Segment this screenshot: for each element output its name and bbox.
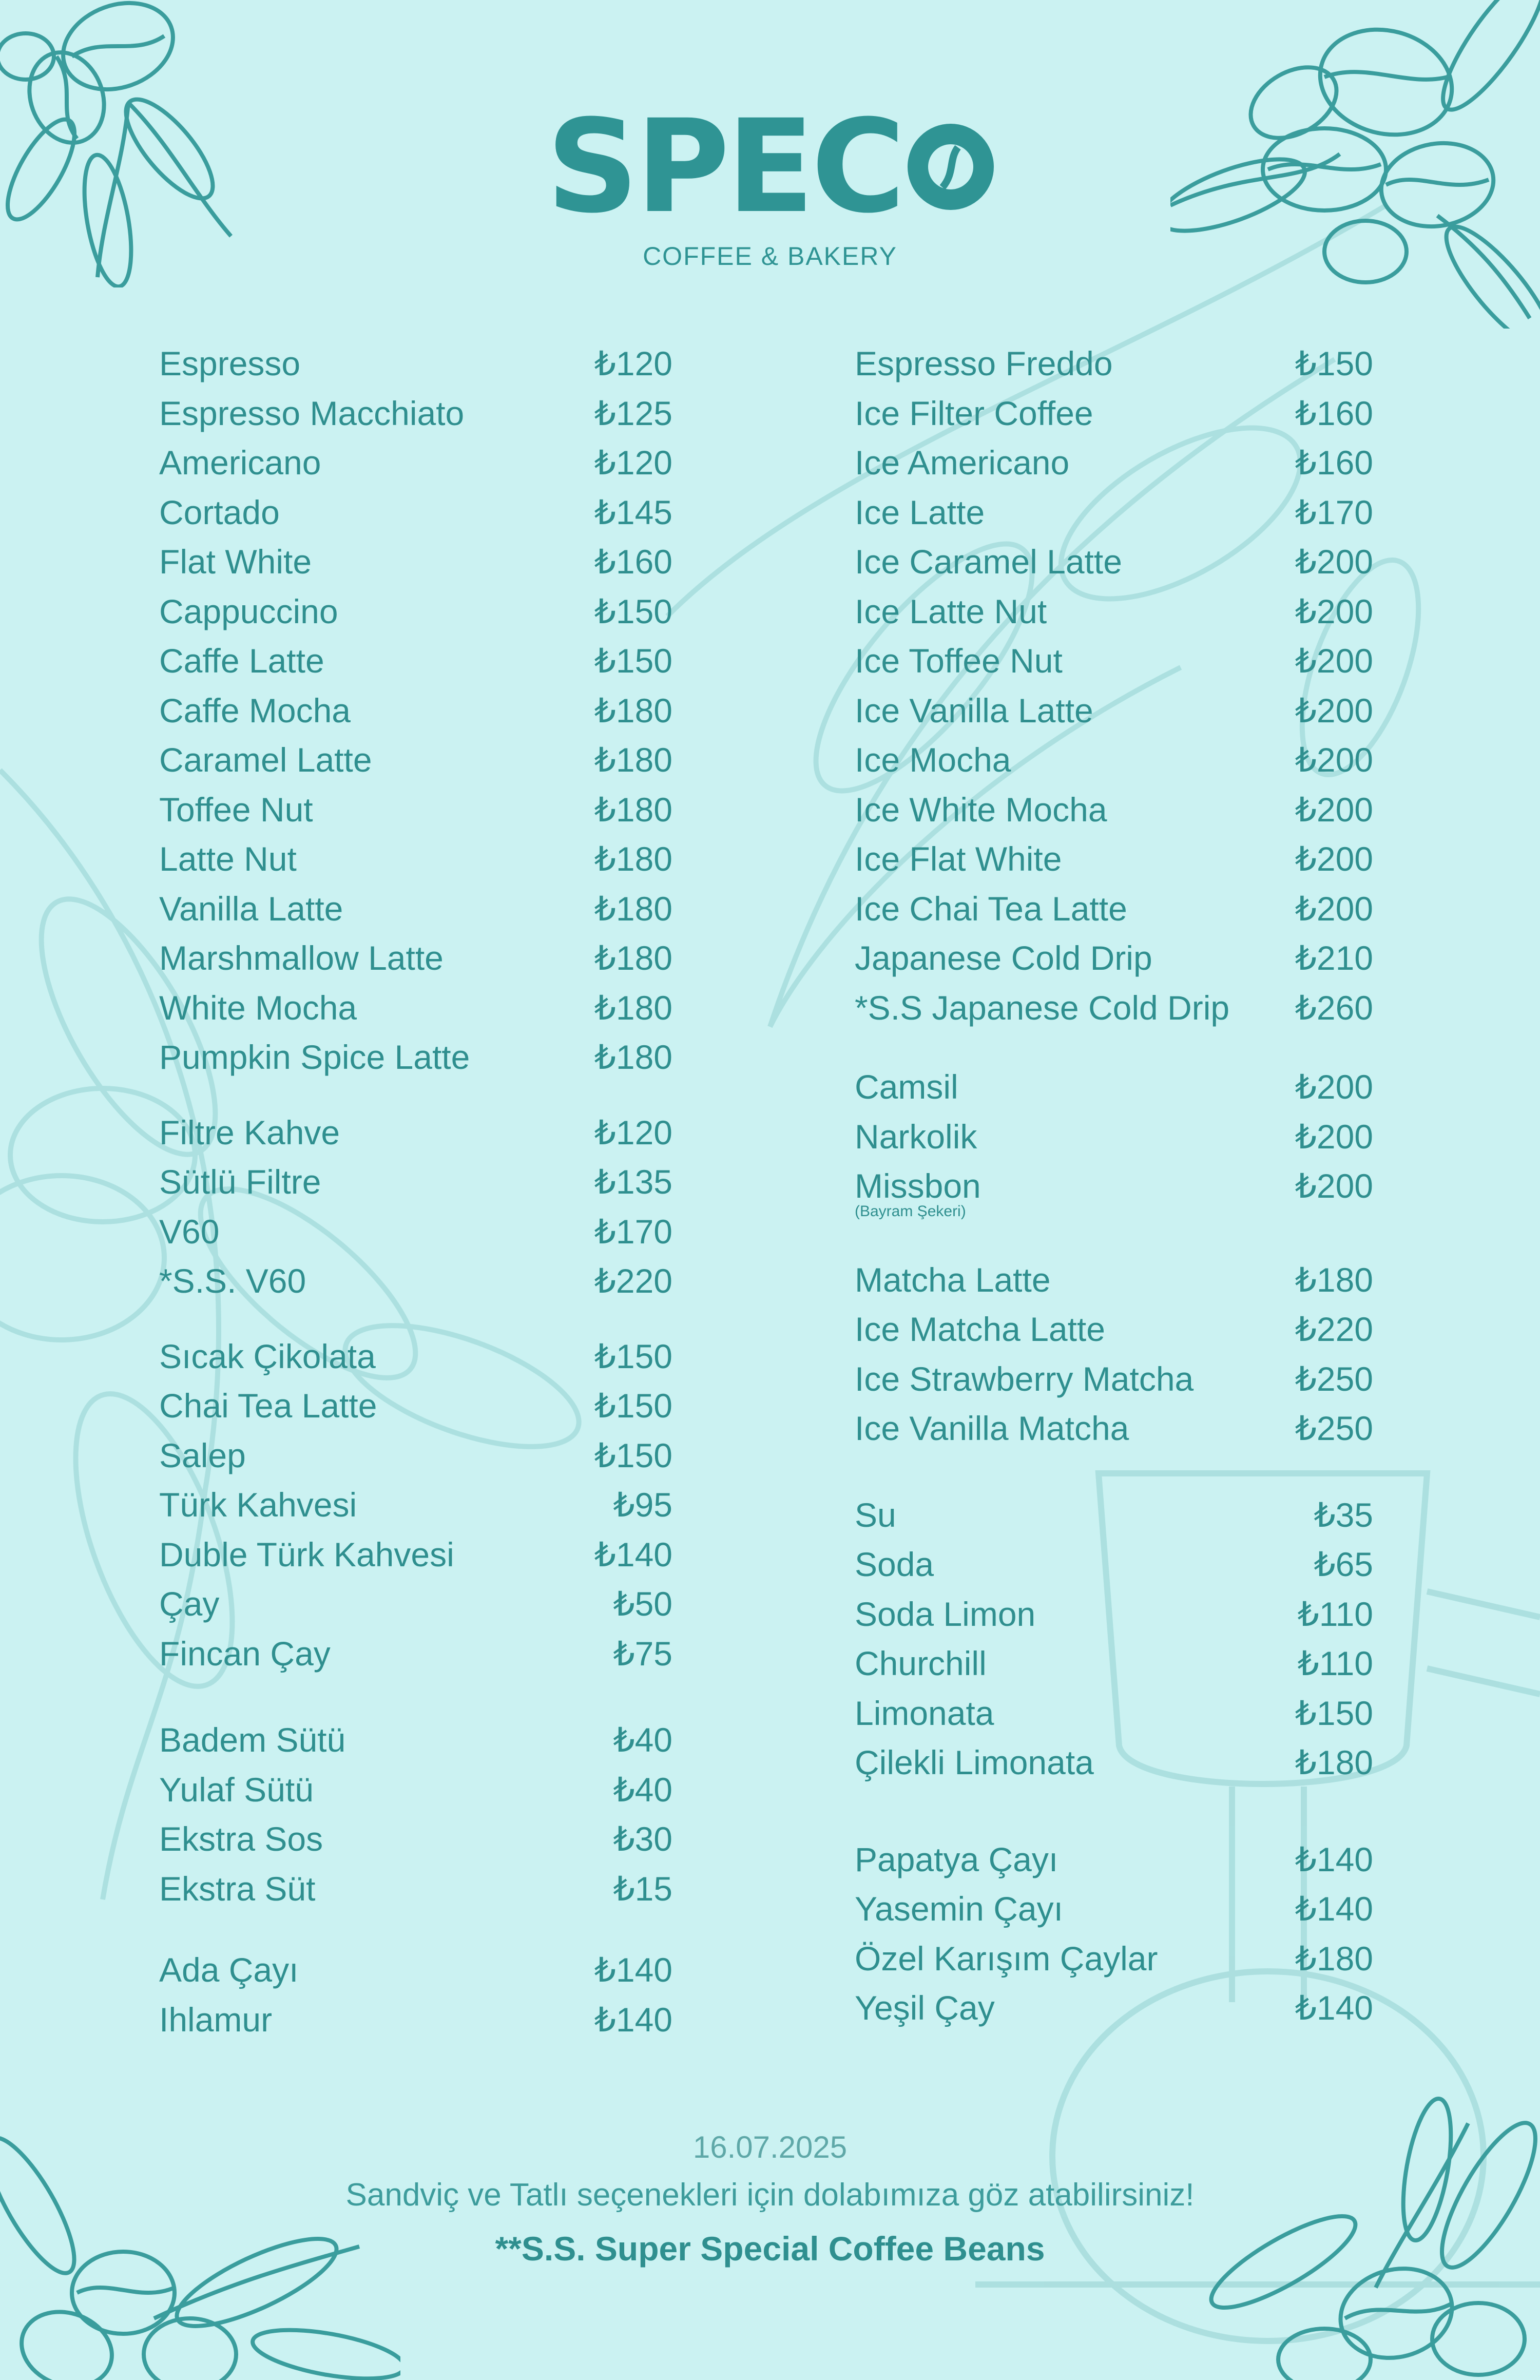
menu-item	[159, 1530, 672, 1580]
menu-item	[855, 1738, 1373, 1788]
menu-item-price: ₺180	[594, 741, 672, 779]
menu-item-name: Ice Strawberry Matcha	[855, 1359, 1194, 1398]
menu-item	[855, 933, 1373, 983]
menu-item-name: Papatya Çayı	[855, 1840, 1058, 1878]
menu-item	[159, 785, 672, 835]
menu-item	[855, 785, 1373, 835]
menu-item-name: Chai Tea Latte	[159, 1387, 377, 1425]
menu-item-price: ₺180	[594, 691, 672, 730]
menu-item-price: ₺140	[1295, 1890, 1373, 1928]
brand-tagline: COFFEE & BAKERY	[643, 242, 897, 271]
menu-item-price: ₺180	[1295, 1939, 1373, 1978]
menu-item-price: ₺200	[1295, 840, 1373, 878]
menu-item-price: ₺200	[1295, 1167, 1373, 1205]
menu-item	[159, 339, 672, 389]
menu-item-price: ₺35	[1314, 1495, 1373, 1534]
menu-item-name: Özel Karışım Çaylar	[855, 1939, 1158, 1978]
menu-item	[159, 735, 672, 785]
menu-item-name: Yulaf Sütü	[159, 1770, 314, 1809]
menu-item-name: Caramel Latte	[159, 741, 372, 779]
menu-item-name: Ice Caramel Latte	[855, 543, 1122, 581]
fridge-note: Sandviç ve Tatlı seçenekleri için dolabımıza göz atabilirsiniz!	[345, 2177, 1195, 2213]
menu-item-name: Soda	[855, 1545, 934, 1583]
menu-item-price: ₺65	[1314, 1545, 1373, 1583]
menu-item	[855, 983, 1373, 1033]
menu-item-price: ₺220	[1295, 1310, 1373, 1348]
menu-item	[855, 438, 1373, 488]
menu-item	[855, 1983, 1373, 2033]
menu-item-price: ₺260	[1295, 988, 1373, 1027]
menu-item-name: Fincan Çay	[159, 1634, 331, 1673]
menu-item-name: Ice Toffee Nut	[855, 642, 1063, 680]
menu-item-name: Su	[855, 1495, 896, 1534]
menu-item-note: (Bayram Şekeri)	[855, 1202, 966, 1220]
menu-item-name: Ice Matcha Latte	[855, 1310, 1105, 1348]
menu-item-price: ₺120	[594, 344, 672, 382]
bean-o-icon	[908, 124, 994, 210]
menu-item	[159, 1945, 672, 1995]
brand-name: SPEC	[546, 92, 902, 241]
menu-item-price: ₺110	[1297, 1644, 1373, 1682]
menu-item	[159, 1431, 672, 1481]
menu-item-name: Limonata	[855, 1694, 994, 1732]
menu-item-name: Marshmallow Latte	[159, 939, 444, 977]
menu-item-name: Ice Flat White	[855, 840, 1062, 878]
menu-item	[855, 1639, 1373, 1688]
menu-item	[855, 389, 1373, 438]
menu-item	[159, 1629, 672, 1679]
menu-item-price: ₺120	[594, 1113, 672, 1151]
menu-item	[159, 1108, 672, 1158]
menu-item-price: ₺200	[1295, 592, 1373, 630]
menu-item-name: Ice Mocha	[855, 741, 1011, 779]
menu-item-price: ₺210	[1295, 939, 1373, 977]
menu-item-name: Yasemin Çayı	[855, 1890, 1063, 1928]
menu-item-name: Japanese Cold Drip	[855, 939, 1152, 977]
menu-item	[159, 1995, 672, 2045]
brand-wordmark	[546, 92, 994, 241]
menu-item-name: Ihlamur	[159, 2000, 273, 2039]
menu-item-name: Türk Kahvesi	[159, 1486, 357, 1524]
menu-item	[855, 587, 1373, 637]
menu-item-name: V60	[159, 1212, 220, 1251]
menu-item	[855, 1255, 1373, 1305]
menu-item	[159, 488, 672, 538]
menu-item	[855, 1112, 1373, 1162]
menu-item-price: ₺145	[594, 493, 672, 531]
menu-item-price: ₺135	[594, 1163, 672, 1201]
menu-item-price: ₺150	[1295, 1694, 1373, 1732]
menu-item-price: ₺200	[1295, 790, 1373, 829]
menu-item-name: Filtre Kahve	[159, 1113, 340, 1151]
menu-item	[855, 1540, 1373, 1589]
menu-item-price: ₺150	[1295, 344, 1373, 382]
menu-item-name: Çay	[159, 1585, 220, 1623]
menu-item-price: ₺150	[594, 1436, 672, 1474]
menu-item	[855, 1304, 1373, 1354]
menu-item-price: ₺180	[594, 939, 672, 977]
menu-item-price: ₺200	[1295, 691, 1373, 730]
menu-item-name: Cortado	[159, 493, 280, 531]
menu-item-price: ₺220	[594, 1262, 672, 1300]
menu-item-price: ₺250	[1295, 1409, 1373, 1447]
menu-item	[855, 1490, 1373, 1540]
menu-item-price: ₺200	[1295, 741, 1373, 779]
menu-item-price: ₺125	[594, 394, 672, 432]
menu-date: 16.07.2025	[692, 2130, 848, 2164]
menu-item-name: Espresso	[159, 344, 301, 382]
menu-item	[855, 339, 1373, 389]
menu-item-name: *S.S. V60	[159, 1262, 306, 1300]
menu-item-name: Ice Americano	[855, 444, 1070, 482]
menu-group	[855, 1062, 1373, 1219]
menu-item-name: Americano	[159, 444, 321, 482]
menu-item-price: ₺180	[1295, 1743, 1373, 1781]
menu-item	[159, 1579, 672, 1629]
menu-item-price: ₺140	[594, 1535, 672, 1573]
menu-item-price: ₺180	[594, 889, 672, 928]
menu-column-right	[855, 339, 1373, 2033]
menu-item	[855, 1404, 1373, 1453]
menu-item-price: ₺50	[613, 1585, 672, 1623]
menu-item	[855, 1884, 1373, 1934]
menu-item-name: Duble Türk Kahvesi	[159, 1535, 454, 1573]
menu-item-name: Sıcak Çikolata	[159, 1337, 376, 1375]
menu-item-price: ₺200	[1295, 889, 1373, 928]
menu-item	[159, 1332, 672, 1381]
menu-item-name: Ice White Mocha	[855, 790, 1107, 829]
menu-item-price: ₺95	[613, 1486, 672, 1524]
menu-item	[855, 537, 1373, 587]
menu-item	[159, 983, 672, 1033]
menu-item	[159, 1814, 672, 1864]
menu-item	[855, 1835, 1373, 1885]
menu-item-name: Yeşil Çay	[855, 1989, 995, 2027]
menu-item-name: Salep	[159, 1436, 246, 1474]
menu-item-price: ₺15	[613, 1869, 672, 1908]
menu-item	[855, 636, 1373, 686]
menu-item-name: Ice Latte	[855, 493, 985, 531]
menu-item-name: Soda Limon	[855, 1595, 1036, 1633]
menu-item-price: ₺250	[1295, 1359, 1373, 1398]
menu-item-name: Matcha Latte	[855, 1260, 1051, 1299]
menu-item	[159, 1864, 672, 1914]
menu-item	[855, 735, 1373, 785]
menu-item-price: ₺200	[1295, 1068, 1373, 1106]
brand-logo	[0, 92, 1540, 271]
menu-item-price: ₺150	[594, 1337, 672, 1375]
menu-group	[855, 339, 1373, 1032]
menu-group	[159, 1332, 672, 1679]
menu-item	[159, 1032, 672, 1082]
menu-group	[159, 339, 672, 1082]
menu-item-name: White Mocha	[159, 988, 357, 1027]
menu-group	[855, 1255, 1373, 1453]
menu-item-price: ₺160	[1295, 394, 1373, 432]
menu-item	[855, 884, 1373, 934]
menu-item-name: Espresso Freddo	[855, 344, 1113, 382]
menu-item	[159, 1381, 672, 1431]
menu-item-price: ₺160	[1295, 444, 1373, 482]
menu-item-price: ₺30	[613, 1820, 672, 1858]
menu-item-price: ₺40	[613, 1721, 672, 1759]
menu-item-name: Çilekli Limonata	[855, 1743, 1094, 1781]
menu-item	[855, 1354, 1373, 1404]
menu-item-price: ₺150	[594, 592, 672, 630]
menu-item-name: Churchill	[855, 1644, 987, 1682]
menu-group	[159, 1715, 672, 1913]
menu-item	[159, 1207, 672, 1257]
menu-item-name: Sütlü Filtre	[159, 1163, 321, 1201]
menu-item	[159, 438, 672, 488]
menu-item	[159, 537, 672, 587]
menu-item	[855, 686, 1373, 736]
menu-item-name: Ekstra Süt	[159, 1869, 316, 1908]
menu-item-price: ₺120	[594, 444, 672, 482]
menu-item	[855, 1062, 1373, 1112]
menu-item	[159, 1256, 672, 1306]
menu-item-name: Pumpkin Spice Latte	[159, 1038, 470, 1076]
menu-item-name: Latte Nut	[159, 840, 297, 878]
menu-item	[159, 834, 672, 884]
menu-item-price: ₺200	[1295, 543, 1373, 581]
menu-item	[159, 1765, 672, 1815]
menu-item	[159, 389, 672, 438]
menu-item-price: ₺140	[594, 1951, 672, 1989]
menu-item-price: ₺200	[1295, 1117, 1373, 1156]
menu-item-price: ₺40	[613, 1770, 672, 1809]
menu-column-left	[159, 339, 672, 2044]
menu-item-name: Ice Chai Tea Latte	[855, 889, 1127, 928]
menu-item	[159, 1480, 672, 1530]
menu-item-name: Narkolik	[855, 1117, 977, 1156]
menu-item-price: ₺180	[594, 1038, 672, 1076]
menu-item	[855, 488, 1373, 538]
menu-item	[159, 884, 672, 934]
menu-item-name: Ice Filter Coffee	[855, 394, 1093, 432]
menu-item-price: ₺150	[594, 1387, 672, 1425]
menu-item-price: ₺170	[594, 1212, 672, 1251]
menu-item-name: Ekstra Sos	[159, 1820, 323, 1858]
menu-item	[855, 1688, 1373, 1738]
menu-item-name: Caffe Mocha	[159, 691, 351, 730]
menu-item	[159, 1157, 672, 1207]
menu-group	[159, 1945, 672, 2044]
menu-item-name: Toffee Nut	[159, 790, 313, 829]
menu-item	[159, 933, 672, 983]
menu-item	[855, 834, 1373, 884]
menu-item	[159, 636, 672, 686]
menu-item-price: ₺170	[1295, 493, 1373, 531]
menu-item-name: *S.S Japanese Cold Drip	[855, 988, 1230, 1027]
menu-item	[159, 1715, 672, 1765]
menu-item-name: Ice Latte Nut	[855, 592, 1047, 630]
menu-group	[855, 1835, 1373, 2033]
menu-item-name: Ice Vanilla Matcha	[855, 1409, 1129, 1447]
menu-item-price: ₺140	[1295, 1840, 1373, 1878]
menu-item-price: ₺140	[1295, 1989, 1373, 2027]
menu-item-price: ₺180	[594, 790, 672, 829]
menu-item-price: ₺110	[1297, 1595, 1373, 1633]
menu-item-price: ₺180	[594, 840, 672, 878]
menu-item-price: ₺180	[594, 988, 672, 1027]
menu-item-name: Cappuccino	[159, 592, 338, 630]
menu-item-name: Missbon	[855, 1167, 981, 1205]
menu-item-name: Ada Çayı	[159, 1951, 299, 1989]
menu-item-price: ₺180	[1295, 1260, 1373, 1299]
menu-item-price: ₺160	[594, 543, 672, 581]
menu-item	[159, 587, 672, 637]
menu-item-price: ₺75	[613, 1634, 672, 1673]
menu-item-price: ₺200	[1295, 642, 1373, 680]
menu-group	[855, 1490, 1373, 1788]
menu-item-price: ₺140	[594, 2000, 672, 2039]
beans-footnote: **S.S. Super Special Coffee Beans	[495, 2230, 1045, 2268]
menu-item-name: Caffe Latte	[159, 642, 324, 680]
menu-item-name: Camsil	[855, 1068, 958, 1106]
menu-item-name: Vanilla Latte	[159, 889, 343, 928]
menu-item-name: Ice Vanilla Latte	[855, 691, 1093, 730]
menu-group	[159, 1108, 672, 1306]
menu-item-name: Flat White	[159, 543, 312, 581]
menu-item-price: ₺150	[594, 642, 672, 680]
menu-item-name: Badem Sütü	[159, 1721, 346, 1759]
menu-item	[855, 1589, 1373, 1639]
menu-item	[855, 1934, 1373, 1984]
menu-item	[159, 686, 672, 736]
menu-item-name: Espresso Macchiato	[159, 394, 465, 432]
